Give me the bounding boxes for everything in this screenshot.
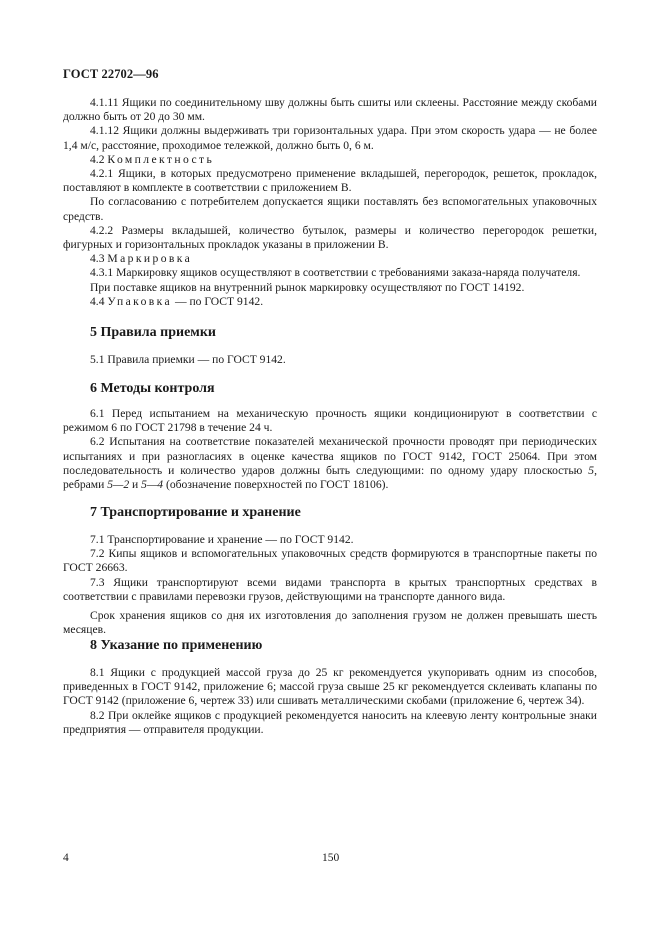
para-6-2-edge-5-4: 5—4	[141, 478, 164, 492]
para-4-2-1: 4.2.1 Ящики, в которых предусмотрено применение вкладышей, перегородок, решеток, прокладок, поставляют в комплекте в соответствии с приложением В.	[63, 167, 597, 195]
section-8-heading: 8 Указание по применению	[90, 638, 263, 653]
para-4-4	[63, 295, 597, 309]
para-6-2	[63, 435, 597, 492]
para-5-1: 5.1 Правила приемки — по ГОСТ 9142.	[90, 353, 286, 366]
subheading-4-3-word: Маркировка	[107, 252, 193, 266]
section-6-body	[63, 407, 597, 492]
subheading-4-2	[63, 153, 597, 167]
para-7-1: 7.1 Транспортирование и хранение — по ГОСТ 9142.	[90, 533, 354, 546]
subheading-4-2-word: Комплектность	[107, 152, 215, 166]
section-5-body	[63, 353, 597, 367]
section-6-heading: 6 Методы контроля	[90, 381, 215, 396]
subheading-4-2-number: 4.2	[90, 152, 105, 166]
subheading-4-3-number: 4.3	[90, 252, 105, 266]
para-8-1: 8.1 Ящики с продукцией массой груза до 25 кг рекомендуется укупоривать одним из способов, приведенных в ГОСТ 9142, приложение 6; массой груза свыше 25 кг рекомендуется склеивать клапаны по ГОСТ 9142 (приложение 6, чертеж 33) или сшивать металлическими скобами (приложение 6, чертеж 34).	[63, 666, 597, 708]
para-4-2-2: 4.2.2 Размеры вкладышей, количество бутылок, размеры и количество перегородок решетки, фигурных и горизонтальных прокладок указаны в приложении В.	[63, 223, 597, 252]
para-6-2-part-d: (обозначение поверхностей по ГОСТ 18106).	[163, 478, 389, 492]
para-4-2-1-b: По согласованию с потребителем допускается ящики поставлять без вспомогательных упаковочных средств.	[63, 195, 597, 223]
para-6-2-part-c: и	[129, 478, 142, 492]
page-number-left: 4	[63, 852, 69, 864]
para-7-3-b: Срок хранения ящиков со дня их изготовления до заполнения грузом не должен превышать шесть месяцев.	[63, 609, 597, 637]
section-4-continuation	[63, 96, 597, 309]
para-8-2: 8.2 При оклейке ящиков с продукцией рекомендуется наносить на клеевую ленту контрольные знаки предприятия — отправителя продукции.	[63, 708, 597, 736]
para-4-1-11: 4.1.11 Ящики по соединительному шву должны быть сшиты или склеены. Расстояние между скобами должно быть от 20 до 30 мм.	[63, 96, 597, 124]
section-7-body	[63, 533, 597, 637]
subheading-4-3	[63, 252, 597, 266]
page-number-center: 150	[322, 852, 340, 864]
para-4-4-word: Упаковка	[107, 294, 173, 308]
section-5-heading: 5 Правила приемки	[90, 325, 216, 340]
para-4-3-1-b: При поставке ящиков на внутренний рынок маркировку осуществляют по ГОСТ 14192.	[90, 280, 525, 294]
standard-header: ГОСТ 22702—96	[63, 67, 159, 81]
para-7-3: 7.3 Ящики транспортируют всеми видами транспорта в крытых транспортных средствах в соответствии с правилами перевозки грузов, действующими на транспорте данного вида.	[63, 575, 597, 603]
para-4-3-1: 4.3.1 Маркировку ящиков осуществляют в соответствии с требованиями заказа-наряда получателя.	[90, 266, 581, 280]
section-7-heading: 7 Транспортирование и хранение	[90, 505, 301, 520]
para-4-1-12: 4.1.12 Ящики должны выдерживать три горизонтальных удара. При этом скорость удара — не более 1,4 м/с, расстояние, проходимое тележкой, должно быть 0, 6 м.	[63, 124, 597, 152]
para-6-2-face-5: 5	[588, 463, 595, 477]
para-6-2-edge-5-2: 5—2	[107, 478, 130, 492]
para-4-4-rest: — по ГОСТ 9142.	[172, 294, 264, 308]
para-7-2: 7.2 Кипы ящиков и вспомогательных упаковочных средств формируются в транспортные пакеты по ГОСТ 26663.	[63, 547, 597, 575]
para-4-4-number: 4.4	[90, 294, 105, 308]
para-6-2-part-b: , ребрами	[63, 463, 597, 492]
para-6-1: 6.1 Перед испытанием на механическую прочность ящики кондиционируют в соответствии с режимом 6 по ГОСТ 21798 в течение 24 ч.	[63, 407, 597, 435]
para-6-2-part-a: 6.2 Испытания на соответствие показателей механической прочности проводят при периодических испытаниях и при разногласиях в оценке качества ящиков по ГОСТ 9142, ГОСТ 25064. При этом последовательность и количество ударов должны быть следующими: по одному удару плоскостью	[63, 435, 597, 477]
section-8-body	[63, 666, 597, 737]
